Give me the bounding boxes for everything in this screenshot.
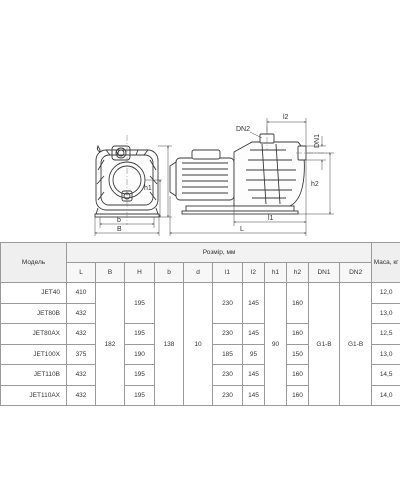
dim-label-b: b xyxy=(117,217,121,224)
cell-h1-merged: 90 xyxy=(265,283,287,406)
cell-mass: 12,0 xyxy=(372,283,400,304)
cell-model: JET80AX xyxy=(1,324,67,345)
cell-model: JET80B xyxy=(1,303,67,324)
cell-L: 432 xyxy=(67,303,96,324)
dimensions-table xyxy=(0,242,400,406)
cell-h2: 160 xyxy=(287,385,309,406)
header-size-group: Розмір, мм xyxy=(67,243,372,263)
cell-H: 195 xyxy=(125,365,155,386)
cell-L: 410 xyxy=(67,283,96,304)
header-model: Модель xyxy=(1,243,67,283)
cell-l2: 145 xyxy=(243,385,265,406)
cell-l1: 230 xyxy=(213,365,243,386)
cell-mass: 13,0 xyxy=(372,344,400,365)
cell-l2: 145 xyxy=(243,324,265,345)
cell-L: 375 xyxy=(67,344,96,365)
cell-H: 195 xyxy=(125,283,155,324)
header-l2: l2 xyxy=(243,263,265,283)
cell-B-merged: 182 xyxy=(96,283,125,406)
header-L: L xyxy=(67,263,96,283)
pump-dimension-drawing xyxy=(0,0,400,240)
header-d: d xyxy=(184,263,213,283)
cell-L: 432 xyxy=(67,385,96,406)
header-B: B xyxy=(96,263,125,283)
dim-label-l1: l1 xyxy=(268,215,274,222)
cell-b-merged: 138 xyxy=(155,283,184,406)
table-row xyxy=(1,283,400,304)
cell-model: JET110B xyxy=(1,365,67,386)
cell-l2: 145 xyxy=(243,283,265,324)
cell-model: JET40 xyxy=(1,283,67,304)
dim-label-h2: h2 xyxy=(311,181,319,188)
header-DN2: DN2 xyxy=(340,263,372,283)
header-mass: Маса, кг xyxy=(372,243,400,283)
dim-label-B: B xyxy=(117,226,122,233)
cell-l2: 145 xyxy=(243,365,265,386)
cell-model: JET100X xyxy=(1,344,67,365)
cell-l1: 230 xyxy=(213,385,243,406)
cell-h2: 150 xyxy=(287,344,309,365)
cell-d-merged: 10 xyxy=(184,283,213,406)
cell-L: 432 xyxy=(67,365,96,386)
dim-label-DN2: DN2 xyxy=(236,126,251,133)
cell-h2: 160 xyxy=(287,324,309,345)
dim-label-DN1: DN1 xyxy=(314,133,321,148)
cell-mass: 14,0 xyxy=(372,385,400,406)
cell-DN2-merged: G1-B xyxy=(340,283,372,406)
cell-mass: 12,5 xyxy=(372,324,400,345)
dim-label-L: L xyxy=(240,226,244,233)
cell-l1: 185 xyxy=(213,344,243,365)
cell-l1: 230 xyxy=(213,283,243,324)
cell-H: 195 xyxy=(125,324,155,345)
cell-h2: 160 xyxy=(287,365,309,386)
header-l1: l1 xyxy=(213,263,243,283)
cell-l1: 230 xyxy=(213,324,243,345)
cell-DN1-merged: G1-B xyxy=(309,283,340,406)
header-b: b xyxy=(155,263,184,283)
header-h2: h2 xyxy=(287,263,309,283)
cell-H: 195 xyxy=(125,385,155,406)
dim-label-h1: h1 xyxy=(144,185,152,192)
cell-mass: 13,0 xyxy=(372,303,400,324)
cell-l2: 95 xyxy=(243,344,265,365)
cell-mass: 14,5 xyxy=(372,365,400,386)
cell-H: 190 xyxy=(125,344,155,365)
header-H: H xyxy=(125,263,155,283)
dim-label-l2: l2 xyxy=(283,114,289,121)
cell-h2: 160 xyxy=(287,283,309,324)
header-DN1: DN1 xyxy=(309,263,340,283)
pump-side-view xyxy=(170,134,306,214)
header-h1: h1 xyxy=(265,263,287,283)
cell-model: JET110AX xyxy=(1,385,67,406)
cell-L: 432 xyxy=(67,324,96,345)
